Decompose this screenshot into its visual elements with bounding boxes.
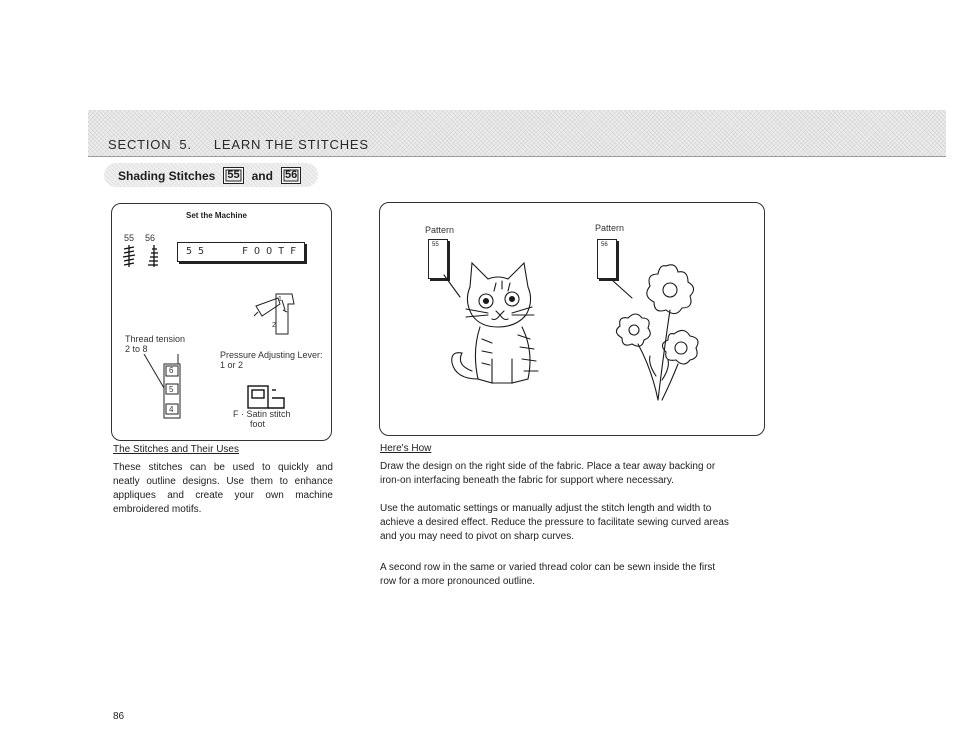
tension-dial-icon xyxy=(142,354,190,420)
pattern-label-cat: Pattern xyxy=(425,225,455,235)
stitches-uses-line-4: embroidered motifs. xyxy=(113,504,202,515)
thread-tension-label: Thread tension xyxy=(125,334,186,344)
heres-how-paragraph-2 xyxy=(380,502,729,544)
dial-value-6: 6 xyxy=(169,366,174,375)
lever-mark-1: 1 xyxy=(278,296,282,303)
pattern-label-flower: Pattern xyxy=(595,223,625,233)
display-foot-code: F O O T F xyxy=(242,246,297,257)
swatch-number-56: 56 xyxy=(601,242,608,248)
stitch-number-badge-55: 55 xyxy=(223,167,243,184)
subsection-title-text: Shading Stitches xyxy=(118,168,216,183)
section-number: 5. xyxy=(179,137,192,152)
heres-how-p1-line-1: Draw the design on the right side of the fabric. Place a tear away backing or xyxy=(380,461,716,472)
satin-stitch-foot-icon xyxy=(246,384,286,410)
lever-mark-2: 2 xyxy=(272,322,276,329)
stitch-number-badge-56: 56 xyxy=(281,167,301,184)
subsection-title xyxy=(118,167,301,184)
heres-how-heading: Here's How xyxy=(380,443,432,454)
pressure-value: 1 or 2 xyxy=(220,360,244,370)
set-machine-heading: Set the Machine xyxy=(186,211,247,220)
stitches-uses-line-3: appliques and create your own machine xyxy=(113,490,333,501)
heres-how-p2-line-1: Use the automatic settings or manually adjust the stitch length and width to xyxy=(380,503,712,514)
section-name: LEARN THE STITCHES xyxy=(213,137,369,152)
dial-value-4: 4 xyxy=(169,405,174,414)
stitches-uses-heading: The Stitches and Their Uses xyxy=(113,444,239,455)
stitches-uses-line-2: neatly outline designs. Use them to enhance xyxy=(113,476,333,487)
section-title xyxy=(108,137,369,152)
dial-value-5: 5 xyxy=(169,385,174,394)
heres-how-p2-line-2: achieve a desired effect. Reduce the pressure to facilitate sewing curved areas xyxy=(380,517,729,528)
flower-design-illustration xyxy=(612,260,708,402)
heres-how-p3-line-1: A second row in the same or varied thread color can be sewn inside the first xyxy=(380,562,716,573)
swatch-number-55: 55 xyxy=(432,242,439,248)
page-number: 86 xyxy=(113,711,125,722)
subsection-conjunction: and xyxy=(251,168,273,183)
heres-how-paragraph-3 xyxy=(380,561,715,589)
pressure-label: Pressure Adjusting Lever: xyxy=(220,350,323,360)
stitches-uses-line-1: These stitches can be used to quickly and xyxy=(113,462,333,473)
stitches-uses-body xyxy=(113,461,333,503)
section-label: SECTION xyxy=(108,137,172,152)
heres-how-paragraph-1 xyxy=(380,460,715,488)
cat-design-illustration xyxy=(442,255,554,395)
foot-label: F · Satin stitch xyxy=(233,409,291,419)
stitch-pattern-icon xyxy=(122,243,162,269)
heres-how-p3-line-2: row for a more pronounced outline. xyxy=(380,576,536,587)
stitch-number-56: 56 xyxy=(145,233,156,243)
stitch-display xyxy=(177,242,305,262)
display-stitch-number: 5 5 xyxy=(186,246,205,257)
stitch-number-55: 55 xyxy=(124,233,135,243)
thread-tension-value: 2 to 8 xyxy=(125,344,148,354)
heres-how-p2-line-3: and you may need to pivot on sharp curves. xyxy=(380,531,575,542)
heres-how-p1-line-2: iron-on interfacing beneath the fabric for support where necessary. xyxy=(380,475,674,486)
foot-label-2: foot xyxy=(250,419,266,429)
